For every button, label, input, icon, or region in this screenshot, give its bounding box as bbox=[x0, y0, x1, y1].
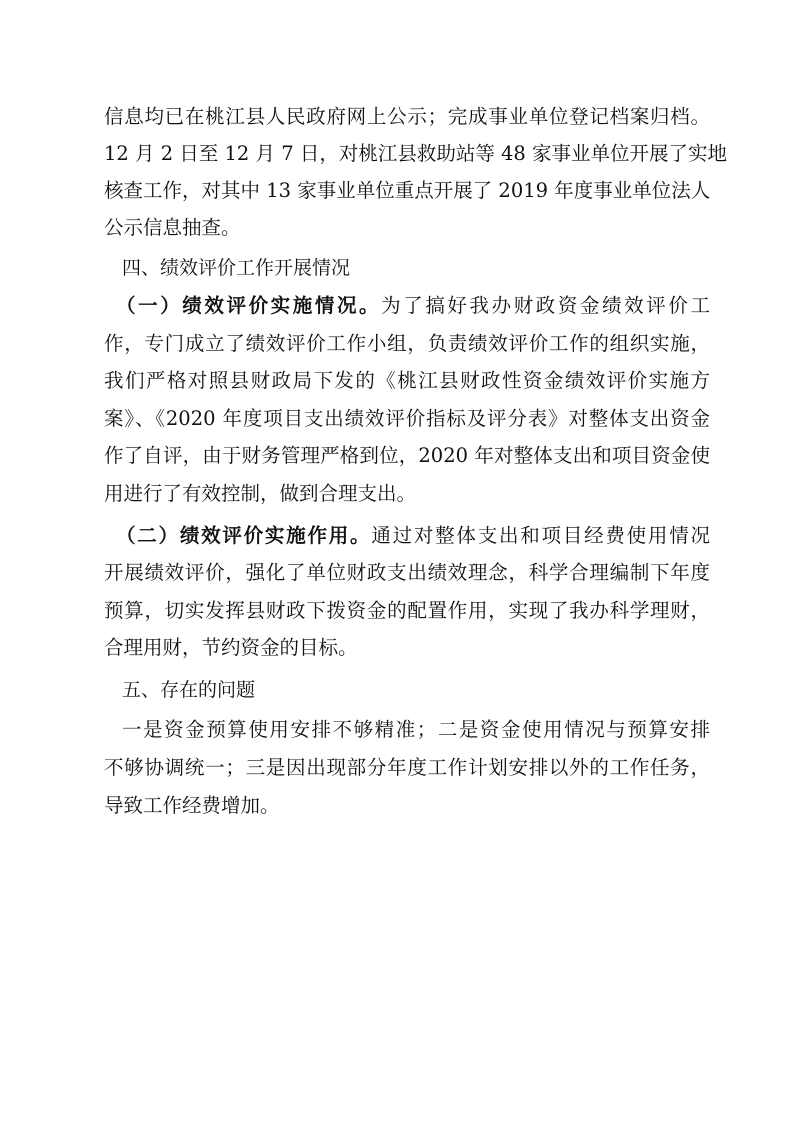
section-heading-5: 五、存在的问题 bbox=[122, 679, 256, 701]
paragraph-line: 信息均已在桃江县人民政府网上公示；完成事业单位登记档案归档。 bbox=[104, 105, 710, 128]
paragraph-line: 作了自评，由于财务管理严格到位，2020 年对整体支出和项目资金使 bbox=[104, 444, 710, 467]
paragraph-line: 核查工作，对其中 13 家事业单位重点开展了 2019 年度事业单位法人 bbox=[104, 179, 711, 202]
paragraph-line: 案》、《2020 年度项目支出绩效评价指标及评分表》对整体支出资金 bbox=[104, 407, 710, 430]
paragraph-line: 我们严格对照县财政局下发的《桃江县财政性资金绩效评价实施方 bbox=[104, 369, 710, 392]
paragraph-text: 为了搞好我办财政资金绩效评价工 bbox=[381, 294, 710, 317]
subsection-2-first-line bbox=[116, 521, 710, 551]
paragraph-line: 不够协调统一；三是因出现部分年度工作计划安排以外的工作任务， bbox=[104, 756, 710, 779]
paragraph-line: 12 月 2 日至 12 月 7 日，对桃江县救助站等 48 家事业单位开展了实地 bbox=[104, 142, 728, 165]
paragraph-text: 通过对整体支出和项目经费使用情况 bbox=[371, 524, 710, 547]
subsection-1-title: （一）绩效评价实施情况。 bbox=[116, 294, 382, 317]
paragraph-line: 作，专门成立了绩效评价工作小组，负责绩效评价工作的组织实施， bbox=[104, 332, 710, 355]
paragraph-line: 用进行了有效控制，做到合理支出。 bbox=[104, 482, 417, 505]
paragraph-line: 预算，切实发挥县财政下拨资金的配置作用，实现了我办科学理财， bbox=[104, 599, 710, 622]
subsection-1-first-line bbox=[116, 291, 710, 321]
paragraph-line: 合理用财，节约资金的目标。 bbox=[104, 636, 358, 659]
paragraph-line: 一是资金预算使用安排不够精准；二是资金使用情况与预算安排 bbox=[122, 718, 710, 741]
paragraph-line: 开展绩效评价，强化了单位财政支出绩效理念，科学合理编制下年度 bbox=[104, 561, 710, 584]
paragraph-line: 导致工作经费增加。 bbox=[104, 794, 280, 817]
subsection-2-title: （二）绩效评价实施作用。 bbox=[116, 524, 372, 547]
section-heading-4: 四、绩效评价工作开展情况 bbox=[122, 257, 351, 279]
paragraph-line: 公示信息抽查。 bbox=[104, 216, 241, 239]
